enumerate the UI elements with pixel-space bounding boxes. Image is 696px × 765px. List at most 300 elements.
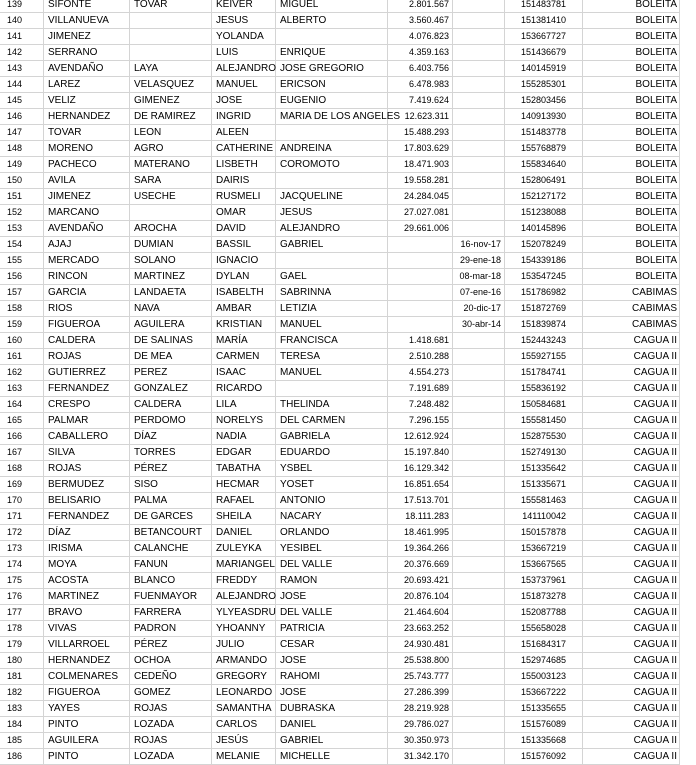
- account-number-cell[interactable]: 152749130: [505, 445, 583, 461]
- id-number-cell[interactable]: 16.129.342: [388, 461, 453, 477]
- first-name-2-cell[interactable]: GABRIEL: [276, 733, 388, 749]
- id-number-cell[interactable]: 7.419.624: [388, 93, 453, 109]
- first-name-1-cell[interactable]: JESUS: [212, 13, 276, 29]
- row-number-cell[interactable]: 166: [0, 429, 44, 445]
- first-name-2-cell[interactable]: ENRIQUE: [276, 45, 388, 61]
- first-name-1-cell[interactable]: CATHERINE: [212, 141, 276, 157]
- last-name-1-cell[interactable]: JIMENEZ: [44, 189, 130, 205]
- last-name-1-cell[interactable]: IRISMA: [44, 541, 130, 557]
- last-name-1-cell[interactable]: HERNANDEZ: [44, 109, 130, 125]
- birth-date-cell[interactable]: [453, 125, 505, 141]
- last-name-2-cell[interactable]: TOVAR: [130, 0, 212, 13]
- location-cell[interactable]: CAGUA II: [583, 509, 680, 525]
- first-name-1-cell[interactable]: ZULEYKA: [212, 541, 276, 557]
- last-name-2-cell[interactable]: AGUILERA: [130, 317, 212, 333]
- account-number-cell[interactable]: 152443243: [505, 333, 583, 349]
- first-name-2-cell[interactable]: ANTONIO: [276, 493, 388, 509]
- location-cell[interactable]: BOLEITA: [583, 13, 680, 29]
- first-name-1-cell[interactable]: YLYEASDRU: [212, 605, 276, 621]
- id-number-cell[interactable]: [388, 269, 453, 285]
- birth-date-cell[interactable]: [453, 157, 505, 173]
- last-name-2-cell[interactable]: AGRO: [130, 141, 212, 157]
- first-name-2-cell[interactable]: RAMON: [276, 573, 388, 589]
- row-number-cell[interactable]: 176: [0, 589, 44, 605]
- id-number-cell[interactable]: 30.350.973: [388, 733, 453, 749]
- first-name-1-cell[interactable]: MARIANGEL: [212, 557, 276, 573]
- first-name-2-cell[interactable]: ORLANDO: [276, 525, 388, 541]
- first-name-2-cell[interactable]: LETIZIA: [276, 301, 388, 317]
- id-number-cell[interactable]: 27.286.399: [388, 685, 453, 701]
- last-name-1-cell[interactable]: MOYA: [44, 557, 130, 573]
- birth-date-cell[interactable]: [453, 141, 505, 157]
- row-number-cell[interactable]: 154: [0, 237, 44, 253]
- id-number-cell[interactable]: 7.191.689: [388, 381, 453, 397]
- row-number-cell[interactable]: 140: [0, 13, 44, 29]
- first-name-2-cell[interactable]: PATRICIA: [276, 621, 388, 637]
- first-name-2-cell[interactable]: NACARY: [276, 509, 388, 525]
- location-cell[interactable]: CAGUA II: [583, 605, 680, 621]
- first-name-1-cell[interactable]: DAVID: [212, 221, 276, 237]
- first-name-1-cell[interactable]: LISBETH: [212, 157, 276, 173]
- id-number-cell[interactable]: 15.197.840: [388, 445, 453, 461]
- row-number-cell[interactable]: 174: [0, 557, 44, 573]
- birth-date-cell[interactable]: [453, 653, 505, 669]
- account-number-cell[interactable]: 151576092: [505, 749, 583, 765]
- first-name-1-cell[interactable]: HECMAR: [212, 477, 276, 493]
- birth-date-cell[interactable]: [453, 733, 505, 749]
- last-name-2-cell[interactable]: LANDAETA: [130, 285, 212, 301]
- first-name-1-cell[interactable]: MANUEL: [212, 77, 276, 93]
- account-number-cell[interactable]: 155658028: [505, 621, 583, 637]
- first-name-2-cell[interactable]: [276, 29, 388, 45]
- id-number-cell[interactable]: 7.296.155: [388, 413, 453, 429]
- row-number-cell[interactable]: 186: [0, 749, 44, 765]
- birth-date-cell[interactable]: [453, 77, 505, 93]
- last-name-1-cell[interactable]: VIVAS: [44, 621, 130, 637]
- first-name-1-cell[interactable]: DAIRIS: [212, 173, 276, 189]
- row-number-cell[interactable]: 164: [0, 397, 44, 413]
- last-name-1-cell[interactable]: BRAVO: [44, 605, 130, 621]
- first-name-2-cell[interactable]: MIGUEL: [276, 0, 388, 13]
- last-name-1-cell[interactable]: SILVA: [44, 445, 130, 461]
- location-cell[interactable]: CAGUA II: [583, 685, 680, 701]
- last-name-2-cell[interactable]: LEON: [130, 125, 212, 141]
- row-number-cell[interactable]: 185: [0, 733, 44, 749]
- last-name-1-cell[interactable]: COLMENARES: [44, 669, 130, 685]
- row-number-cell[interactable]: 149: [0, 157, 44, 173]
- location-cell[interactable]: BOLEITA: [583, 141, 680, 157]
- last-name-1-cell[interactable]: BELISARIO: [44, 493, 130, 509]
- birth-date-cell[interactable]: [453, 557, 505, 573]
- last-name-1-cell[interactable]: CRESPO: [44, 397, 130, 413]
- birth-date-cell[interactable]: [453, 509, 505, 525]
- last-name-1-cell[interactable]: CABALLERO: [44, 429, 130, 445]
- first-name-1-cell[interactable]: JESÚS: [212, 733, 276, 749]
- birth-date-cell[interactable]: [453, 541, 505, 557]
- location-cell[interactable]: CABIMAS: [583, 301, 680, 317]
- first-name-2-cell[interactable]: DEL VALLE: [276, 605, 388, 621]
- first-name-2-cell[interactable]: ALBERTO: [276, 13, 388, 29]
- first-name-2-cell[interactable]: MANUEL: [276, 365, 388, 381]
- first-name-1-cell[interactable]: LEONARDO: [212, 685, 276, 701]
- first-name-1-cell[interactable]: INGRID: [212, 109, 276, 125]
- first-name-1-cell[interactable]: ARMANDO: [212, 653, 276, 669]
- location-cell[interactable]: CAGUA II: [583, 413, 680, 429]
- id-number-cell[interactable]: 29.786.027: [388, 717, 453, 733]
- last-name-1-cell[interactable]: MARCANO: [44, 205, 130, 221]
- birth-date-cell[interactable]: [453, 717, 505, 733]
- first-name-2-cell[interactable]: ANDREINA: [276, 141, 388, 157]
- last-name-2-cell[interactable]: ROJAS: [130, 733, 212, 749]
- birth-date-cell[interactable]: [453, 749, 505, 765]
- last-name-2-cell[interactable]: GOMEZ: [130, 685, 212, 701]
- last-name-1-cell[interactable]: ROJAS: [44, 349, 130, 365]
- account-number-cell[interactable]: 155581450: [505, 413, 583, 429]
- row-number-cell[interactable]: 155: [0, 253, 44, 269]
- account-number-cell[interactable]: 152875530: [505, 429, 583, 445]
- location-cell[interactable]: BOLEITA: [583, 157, 680, 173]
- last-name-2-cell[interactable]: FUENMAYOR: [130, 589, 212, 605]
- account-number-cell[interactable]: 151784741: [505, 365, 583, 381]
- id-number-cell[interactable]: 18.461.995: [388, 525, 453, 541]
- last-name-2-cell[interactable]: LOZADA: [130, 749, 212, 765]
- id-number-cell[interactable]: [388, 253, 453, 269]
- last-name-2-cell[interactable]: TORRES: [130, 445, 212, 461]
- first-name-1-cell[interactable]: RAFAEL: [212, 493, 276, 509]
- first-name-1-cell[interactable]: LILA: [212, 397, 276, 413]
- last-name-2-cell[interactable]: VELASQUEZ: [130, 77, 212, 93]
- last-name-1-cell[interactable]: AGUILERA: [44, 733, 130, 749]
- birth-date-cell[interactable]: [453, 173, 505, 189]
- last-name-1-cell[interactable]: AJAJ: [44, 237, 130, 253]
- first-name-1-cell[interactable]: IGNACIO: [212, 253, 276, 269]
- row-number-cell[interactable]: 160: [0, 333, 44, 349]
- location-cell[interactable]: BOLEITA: [583, 77, 680, 93]
- first-name-1-cell[interactable]: NORELYS: [212, 413, 276, 429]
- location-cell[interactable]: BOLEITA: [583, 93, 680, 109]
- last-name-1-cell[interactable]: PACHECO: [44, 157, 130, 173]
- last-name-2-cell[interactable]: CEDEÑO: [130, 669, 212, 685]
- first-name-1-cell[interactable]: ALEJANDRO: [212, 589, 276, 605]
- last-name-1-cell[interactable]: GUTIERREZ: [44, 365, 130, 381]
- birth-date-cell[interactable]: [453, 445, 505, 461]
- birth-date-cell[interactable]: [453, 429, 505, 445]
- birth-date-cell[interactable]: [453, 29, 505, 45]
- location-cell[interactable]: BOLEITA: [583, 205, 680, 221]
- account-number-cell[interactable]: 153667219: [505, 541, 583, 557]
- first-name-2-cell[interactable]: ERICSON: [276, 77, 388, 93]
- last-name-2-cell[interactable]: CALANCHE: [130, 541, 212, 557]
- row-number-cell[interactable]: 152: [0, 205, 44, 221]
- account-number-cell[interactable]: 141110042: [505, 509, 583, 525]
- last-name-1-cell[interactable]: FERNANDEZ: [44, 509, 130, 525]
- location-cell[interactable]: CAGUA II: [583, 637, 680, 653]
- row-number-cell[interactable]: 178: [0, 621, 44, 637]
- first-name-2-cell[interactable]: YOSET: [276, 477, 388, 493]
- account-number-cell[interactable]: 151839874: [505, 317, 583, 333]
- last-name-2-cell[interactable]: SARA: [130, 173, 212, 189]
- first-name-1-cell[interactable]: ALEEN: [212, 125, 276, 141]
- first-name-1-cell[interactable]: CARMEN: [212, 349, 276, 365]
- last-name-1-cell[interactable]: BERMUDEZ: [44, 477, 130, 493]
- row-number-cell[interactable]: 182: [0, 685, 44, 701]
- account-number-cell[interactable]: 151483778: [505, 125, 583, 141]
- account-number-cell[interactable]: 152803456: [505, 93, 583, 109]
- first-name-1-cell[interactable]: BASSIL: [212, 237, 276, 253]
- first-name-2-cell[interactable]: GABRIEL: [276, 237, 388, 253]
- last-name-2-cell[interactable]: SOLANO: [130, 253, 212, 269]
- last-name-1-cell[interactable]: RIOS: [44, 301, 130, 317]
- id-number-cell[interactable]: 20.693.421: [388, 573, 453, 589]
- birth-date-cell[interactable]: [453, 589, 505, 605]
- account-number-cell[interactable]: 155003123: [505, 669, 583, 685]
- first-name-1-cell[interactable]: OMAR: [212, 205, 276, 221]
- id-number-cell[interactable]: 21.464.604: [388, 605, 453, 621]
- location-cell[interactable]: CABIMAS: [583, 285, 680, 301]
- first-name-2-cell[interactable]: MICHELLE: [276, 749, 388, 765]
- location-cell[interactable]: BOLEITA: [583, 221, 680, 237]
- location-cell[interactable]: BOLEITA: [583, 189, 680, 205]
- location-cell[interactable]: CAGUA II: [583, 733, 680, 749]
- first-name-1-cell[interactable]: YHOANNY: [212, 621, 276, 637]
- row-number-cell[interactable]: 144: [0, 77, 44, 93]
- id-number-cell[interactable]: 27.027.081: [388, 205, 453, 221]
- first-name-1-cell[interactable]: DANIEL: [212, 525, 276, 541]
- last-name-2-cell[interactable]: FANUN: [130, 557, 212, 573]
- first-name-2-cell[interactable]: EDUARDO: [276, 445, 388, 461]
- id-number-cell[interactable]: 25.743.777: [388, 669, 453, 685]
- account-number-cell[interactable]: 151335642: [505, 461, 583, 477]
- account-number-cell[interactable]: 151335655: [505, 701, 583, 717]
- first-name-2-cell[interactable]: ALEJANDRO: [276, 221, 388, 237]
- last-name-1-cell[interactable]: HERNANDEZ: [44, 653, 130, 669]
- location-cell[interactable]: BOLEITA: [583, 45, 680, 61]
- id-number-cell[interactable]: 12.612.924: [388, 429, 453, 445]
- last-name-1-cell[interactable]: YAYES: [44, 701, 130, 717]
- location-cell[interactable]: CAGUA II: [583, 477, 680, 493]
- location-cell[interactable]: BOLEITA: [583, 237, 680, 253]
- row-number-cell[interactable]: 143: [0, 61, 44, 77]
- row-number-cell[interactable]: 159: [0, 317, 44, 333]
- id-number-cell[interactable]: 4.359.163: [388, 45, 453, 61]
- birth-date-cell[interactable]: 08-mar-18: [453, 269, 505, 285]
- last-name-2-cell[interactable]: NAVA: [130, 301, 212, 317]
- row-number-cell[interactable]: 177: [0, 605, 44, 621]
- id-number-cell[interactable]: 1.418.681: [388, 333, 453, 349]
- account-number-cell[interactable]: 151872769: [505, 301, 583, 317]
- first-name-2-cell[interactable]: [276, 253, 388, 269]
- id-number-cell[interactable]: [388, 317, 453, 333]
- account-number-cell[interactable]: 153737961: [505, 573, 583, 589]
- location-cell[interactable]: CAGUA II: [583, 749, 680, 765]
- id-number-cell[interactable]: 31.342.170: [388, 749, 453, 765]
- account-number-cell[interactable]: 152974685: [505, 653, 583, 669]
- first-name-2-cell[interactable]: JOSE: [276, 685, 388, 701]
- row-number-cell[interactable]: 139: [0, 0, 44, 13]
- id-number-cell[interactable]: 19.558.281: [388, 173, 453, 189]
- location-cell[interactable]: CAGUA II: [583, 333, 680, 349]
- account-number-cell[interactable]: 151335668: [505, 733, 583, 749]
- birth-date-cell[interactable]: [453, 381, 505, 397]
- account-number-cell[interactable]: 153667727: [505, 29, 583, 45]
- last-name-1-cell[interactable]: FIGUEROA: [44, 685, 130, 701]
- last-name-2-cell[interactable]: CALDERA: [130, 397, 212, 413]
- id-number-cell[interactable]: 15.488.293: [388, 125, 453, 141]
- first-name-2-cell[interactable]: CESAR: [276, 637, 388, 653]
- location-cell[interactable]: CAGUA II: [583, 493, 680, 509]
- location-cell[interactable]: CAGUA II: [583, 365, 680, 381]
- id-number-cell[interactable]: [388, 301, 453, 317]
- last-name-2-cell[interactable]: DÍAZ: [130, 429, 212, 445]
- account-number-cell[interactable]: 151381410: [505, 13, 583, 29]
- row-number-cell[interactable]: 169: [0, 477, 44, 493]
- location-cell[interactable]: BOLEITA: [583, 29, 680, 45]
- id-number-cell[interactable]: 3.560.467: [388, 13, 453, 29]
- first-name-2-cell[interactable]: YESIBEL: [276, 541, 388, 557]
- last-name-1-cell[interactable]: FIGUEROA: [44, 317, 130, 333]
- last-name-1-cell[interactable]: CALDERA: [44, 333, 130, 349]
- last-name-2-cell[interactable]: PADRON: [130, 621, 212, 637]
- birth-date-cell[interactable]: 16-nov-17: [453, 237, 505, 253]
- location-cell[interactable]: CAGUA II: [583, 429, 680, 445]
- id-number-cell[interactable]: 6.403.756: [388, 61, 453, 77]
- last-name-2-cell[interactable]: PÉREZ: [130, 461, 212, 477]
- row-number-cell[interactable]: 142: [0, 45, 44, 61]
- row-number-cell[interactable]: 172: [0, 525, 44, 541]
- last-name-1-cell[interactable]: ACOSTA: [44, 573, 130, 589]
- first-name-2-cell[interactable]: YSBEL: [276, 461, 388, 477]
- id-number-cell[interactable]: 18.471.903: [388, 157, 453, 173]
- birth-date-cell[interactable]: [453, 621, 505, 637]
- birth-date-cell[interactable]: [453, 461, 505, 477]
- id-number-cell[interactable]: 24.930.481: [388, 637, 453, 653]
- account-number-cell[interactable]: 140145919: [505, 61, 583, 77]
- first-name-1-cell[interactable]: EDGAR: [212, 445, 276, 461]
- first-name-2-cell[interactable]: DANIEL: [276, 717, 388, 733]
- last-name-2-cell[interactable]: FARRERA: [130, 605, 212, 621]
- location-cell[interactable]: BOLEITA: [583, 269, 680, 285]
- account-number-cell[interactable]: 154339186: [505, 253, 583, 269]
- last-name-2-cell[interactable]: GONZALEZ: [130, 381, 212, 397]
- row-number-cell[interactable]: 184: [0, 717, 44, 733]
- row-number-cell[interactable]: 150: [0, 173, 44, 189]
- first-name-1-cell[interactable]: AMBAR: [212, 301, 276, 317]
- id-number-cell[interactable]: 23.663.252: [388, 621, 453, 637]
- birth-date-cell[interactable]: [453, 0, 505, 13]
- first-name-1-cell[interactable]: KRISTIAN: [212, 317, 276, 333]
- first-name-1-cell[interactable]: MARÍA: [212, 333, 276, 349]
- account-number-cell[interactable]: 151483781: [505, 0, 583, 13]
- account-number-cell[interactable]: 151684317: [505, 637, 583, 653]
- last-name-1-cell[interactable]: LAREZ: [44, 77, 130, 93]
- account-number-cell[interactable]: 152127172: [505, 189, 583, 205]
- first-name-2-cell[interactable]: JESUS: [276, 205, 388, 221]
- row-number-cell[interactable]: 145: [0, 93, 44, 109]
- birth-date-cell[interactable]: [453, 333, 505, 349]
- birth-date-cell[interactable]: [453, 349, 505, 365]
- birth-date-cell[interactable]: [453, 605, 505, 621]
- row-number-cell[interactable]: 170: [0, 493, 44, 509]
- first-name-2-cell[interactable]: DEL CARMEN: [276, 413, 388, 429]
- first-name-2-cell[interactable]: JOSE GREGORIO: [276, 61, 388, 77]
- location-cell[interactable]: CAGUA II: [583, 349, 680, 365]
- id-number-cell[interactable]: 20.376.669: [388, 557, 453, 573]
- first-name-2-cell[interactable]: THELINDA: [276, 397, 388, 413]
- birth-date-cell[interactable]: 07-ene-16: [453, 285, 505, 301]
- first-name-2-cell[interactable]: DEL VALLE: [276, 557, 388, 573]
- last-name-2-cell[interactable]: LOZADA: [130, 717, 212, 733]
- account-number-cell[interactable]: 153667222: [505, 685, 583, 701]
- row-number-cell[interactable]: 173: [0, 541, 44, 557]
- first-name-2-cell[interactable]: EUGENIO: [276, 93, 388, 109]
- location-cell[interactable]: CAGUA II: [583, 381, 680, 397]
- first-name-2-cell[interactable]: FRANCISCA: [276, 333, 388, 349]
- birth-date-cell[interactable]: [453, 701, 505, 717]
- birth-date-cell[interactable]: [453, 189, 505, 205]
- last-name-1-cell[interactable]: PALMAR: [44, 413, 130, 429]
- birth-date-cell[interactable]: [453, 109, 505, 125]
- account-number-cell[interactable]: 140913930: [505, 109, 583, 125]
- last-name-2-cell[interactable]: [130, 205, 212, 221]
- birth-date-cell[interactable]: [453, 477, 505, 493]
- account-number-cell[interactable]: 153667565: [505, 557, 583, 573]
- row-number-cell[interactable]: 165: [0, 413, 44, 429]
- last-name-2-cell[interactable]: DE MEA: [130, 349, 212, 365]
- birth-date-cell[interactable]: [453, 397, 505, 413]
- account-number-cell[interactable]: 151335671: [505, 477, 583, 493]
- first-name-1-cell[interactable]: CARLOS: [212, 717, 276, 733]
- location-cell[interactable]: BOLEITA: [583, 0, 680, 13]
- location-cell[interactable]: BOLEITA: [583, 253, 680, 269]
- row-number-cell[interactable]: 161: [0, 349, 44, 365]
- birth-date-cell[interactable]: 30-abr-14: [453, 317, 505, 333]
- row-number-cell[interactable]: 151: [0, 189, 44, 205]
- last-name-1-cell[interactable]: SIFONTE: [44, 0, 130, 13]
- location-cell[interactable]: CABIMAS: [583, 317, 680, 333]
- first-name-2-cell[interactable]: RAHOMI: [276, 669, 388, 685]
- last-name-2-cell[interactable]: LAYA: [130, 61, 212, 77]
- first-name-2-cell[interactable]: [276, 381, 388, 397]
- last-name-2-cell[interactable]: AROCHA: [130, 221, 212, 237]
- first-name-1-cell[interactable]: KEIVER: [212, 0, 276, 13]
- first-name-2-cell[interactable]: MARIA DE LOS ANGELES: [276, 109, 388, 125]
- last-name-2-cell[interactable]: DE SALINAS: [130, 333, 212, 349]
- id-number-cell[interactable]: 24.284.045: [388, 189, 453, 205]
- location-cell[interactable]: CAGUA II: [583, 653, 680, 669]
- location-cell[interactable]: CAGUA II: [583, 573, 680, 589]
- row-number-cell[interactable]: 157: [0, 285, 44, 301]
- account-number-cell[interactable]: 155285301: [505, 77, 583, 93]
- location-cell[interactable]: CAGUA II: [583, 621, 680, 637]
- first-name-1-cell[interactable]: FREDDY: [212, 573, 276, 589]
- birth-date-cell[interactable]: [453, 493, 505, 509]
- id-number-cell[interactable]: [388, 237, 453, 253]
- birth-date-cell[interactable]: [453, 93, 505, 109]
- first-name-2-cell[interactable]: MANUEL: [276, 317, 388, 333]
- last-name-1-cell[interactable]: PINTO: [44, 749, 130, 765]
- first-name-2-cell[interactable]: COROMOTO: [276, 157, 388, 173]
- last-name-2-cell[interactable]: USECHE: [130, 189, 212, 205]
- first-name-1-cell[interactable]: SHEILA: [212, 509, 276, 525]
- id-number-cell[interactable]: 20.876.104: [388, 589, 453, 605]
- last-name-2-cell[interactable]: MARTINEZ: [130, 269, 212, 285]
- first-name-2-cell[interactable]: [276, 173, 388, 189]
- first-name-2-cell[interactable]: JOSE: [276, 589, 388, 605]
- row-number-cell[interactable]: 162: [0, 365, 44, 381]
- account-number-cell[interactable]: 155834640: [505, 157, 583, 173]
- id-number-cell[interactable]: 4.554.273: [388, 365, 453, 381]
- first-name-1-cell[interactable]: ISAAC: [212, 365, 276, 381]
